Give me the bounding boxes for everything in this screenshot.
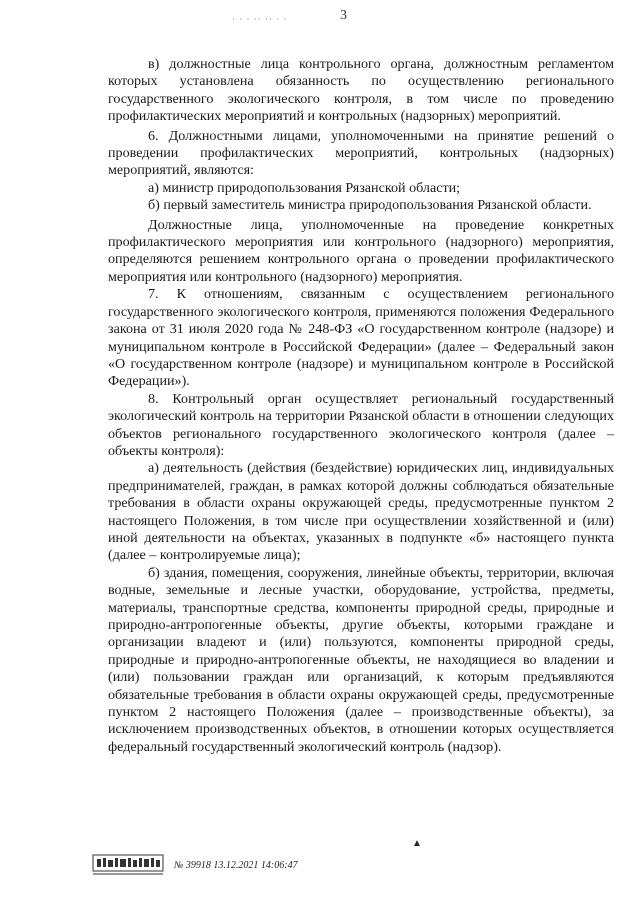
paragraph-8: 8. Контрольный орган осуществляет региональный государственный экологический контроль на территории Рязанской области в отношении следующих объектов регионального государственного экологического контроля (далее – объекты контроля): bbox=[108, 390, 614, 459]
paragraph-7: 7. К отношениям, связанным с осуществлением регионального государственного экологического контроля, применяются положения Федерального закона от 31 июля 2020 года № 248-ФЗ «О государственном контроле (надзоре) и муниципальном контроле в Российской Федерации» (далее – Федеральный закон «О государственном контроле (надзоре) и муниципальном контроле в Российской Федерации»). bbox=[108, 286, 614, 390]
paragraph-6b: б) первый заместитель министра природопользования Рязанской области. bbox=[148, 197, 592, 214]
paragraph-5v: в) должностные лица контрольного органа, должностным регламентом которых установлена обязанность по осуществлению регионального государственного экологического контроля, в том числе по проведению профилактических мероприятий и контрольных (надзорных) мероприятий. bbox=[108, 56, 614, 125]
scan-noise-marks: · · · ·· ·· · · bbox=[232, 14, 288, 24]
registration-number: № 39918 13.12.2021 14:06:47 bbox=[174, 859, 298, 871]
footer bbox=[92, 852, 298, 878]
paragraph-6a: а) министр природопользования Рязанской области; bbox=[148, 179, 461, 196]
scan-mark: ▲ bbox=[412, 838, 422, 849]
document-body bbox=[108, 56, 614, 756]
paragraph-8b: б) здания, помещения, сооружения, линейные объекты, территории, включая водные, земельные и лесные участки, оборудование, устройства, предметы, материалы, транспортные средства, компоненты природной среды, природные и природно-антропогенные объекты, другие объекты, которыми граждане и организации владеют и (или) пользуются, компоненты природной среды, природные и природно-антропогенные объекты, не находящиеся во владении и (или) пользовании граждан или организаций, к которым предъявляются обязательные требования в области охраны окружающей среды, предусмотренные пунктом 2 настоящего Положения (далее – производственные объекты), за исключением производственных объектов, в отношении которых осуществляется федеральный государственный экологический контроль (надзор). bbox=[108, 564, 614, 755]
paragraph-6: 6. Должностными лицами, уполномоченными на принятие решений о проведении профилактических мероприятий, контрольных (надзорных) мероприятий, являются: bbox=[108, 127, 614, 179]
paragraph-8a: а) деятельность (действия (бездействие) юридических лиц, индивидуальных предпринимателей, граждан, в рамках которой должны соблюдаться обязательные требования в области охраны окружающей среды, предусмотренные пунктом 2 настоящего Положения, в том числе при осуществлении хозяйственной и (или) иной деятельности на объектах, указанных в подпункте «б» настоящего пункта (далее – контролируемые лица); bbox=[108, 460, 614, 564]
registry-stamp-icon bbox=[92, 852, 164, 878]
paragraph-officials: Должностные лица, уполномоченные на проведение конкретных профилактического мероприятия или контрольного (надзорного) мероприятия, определяются решением контрольного органа о проведении профилактического мероприятия или контрольного (надзорного) мероприятия. bbox=[108, 216, 614, 285]
page-number: 3 bbox=[340, 8, 347, 23]
